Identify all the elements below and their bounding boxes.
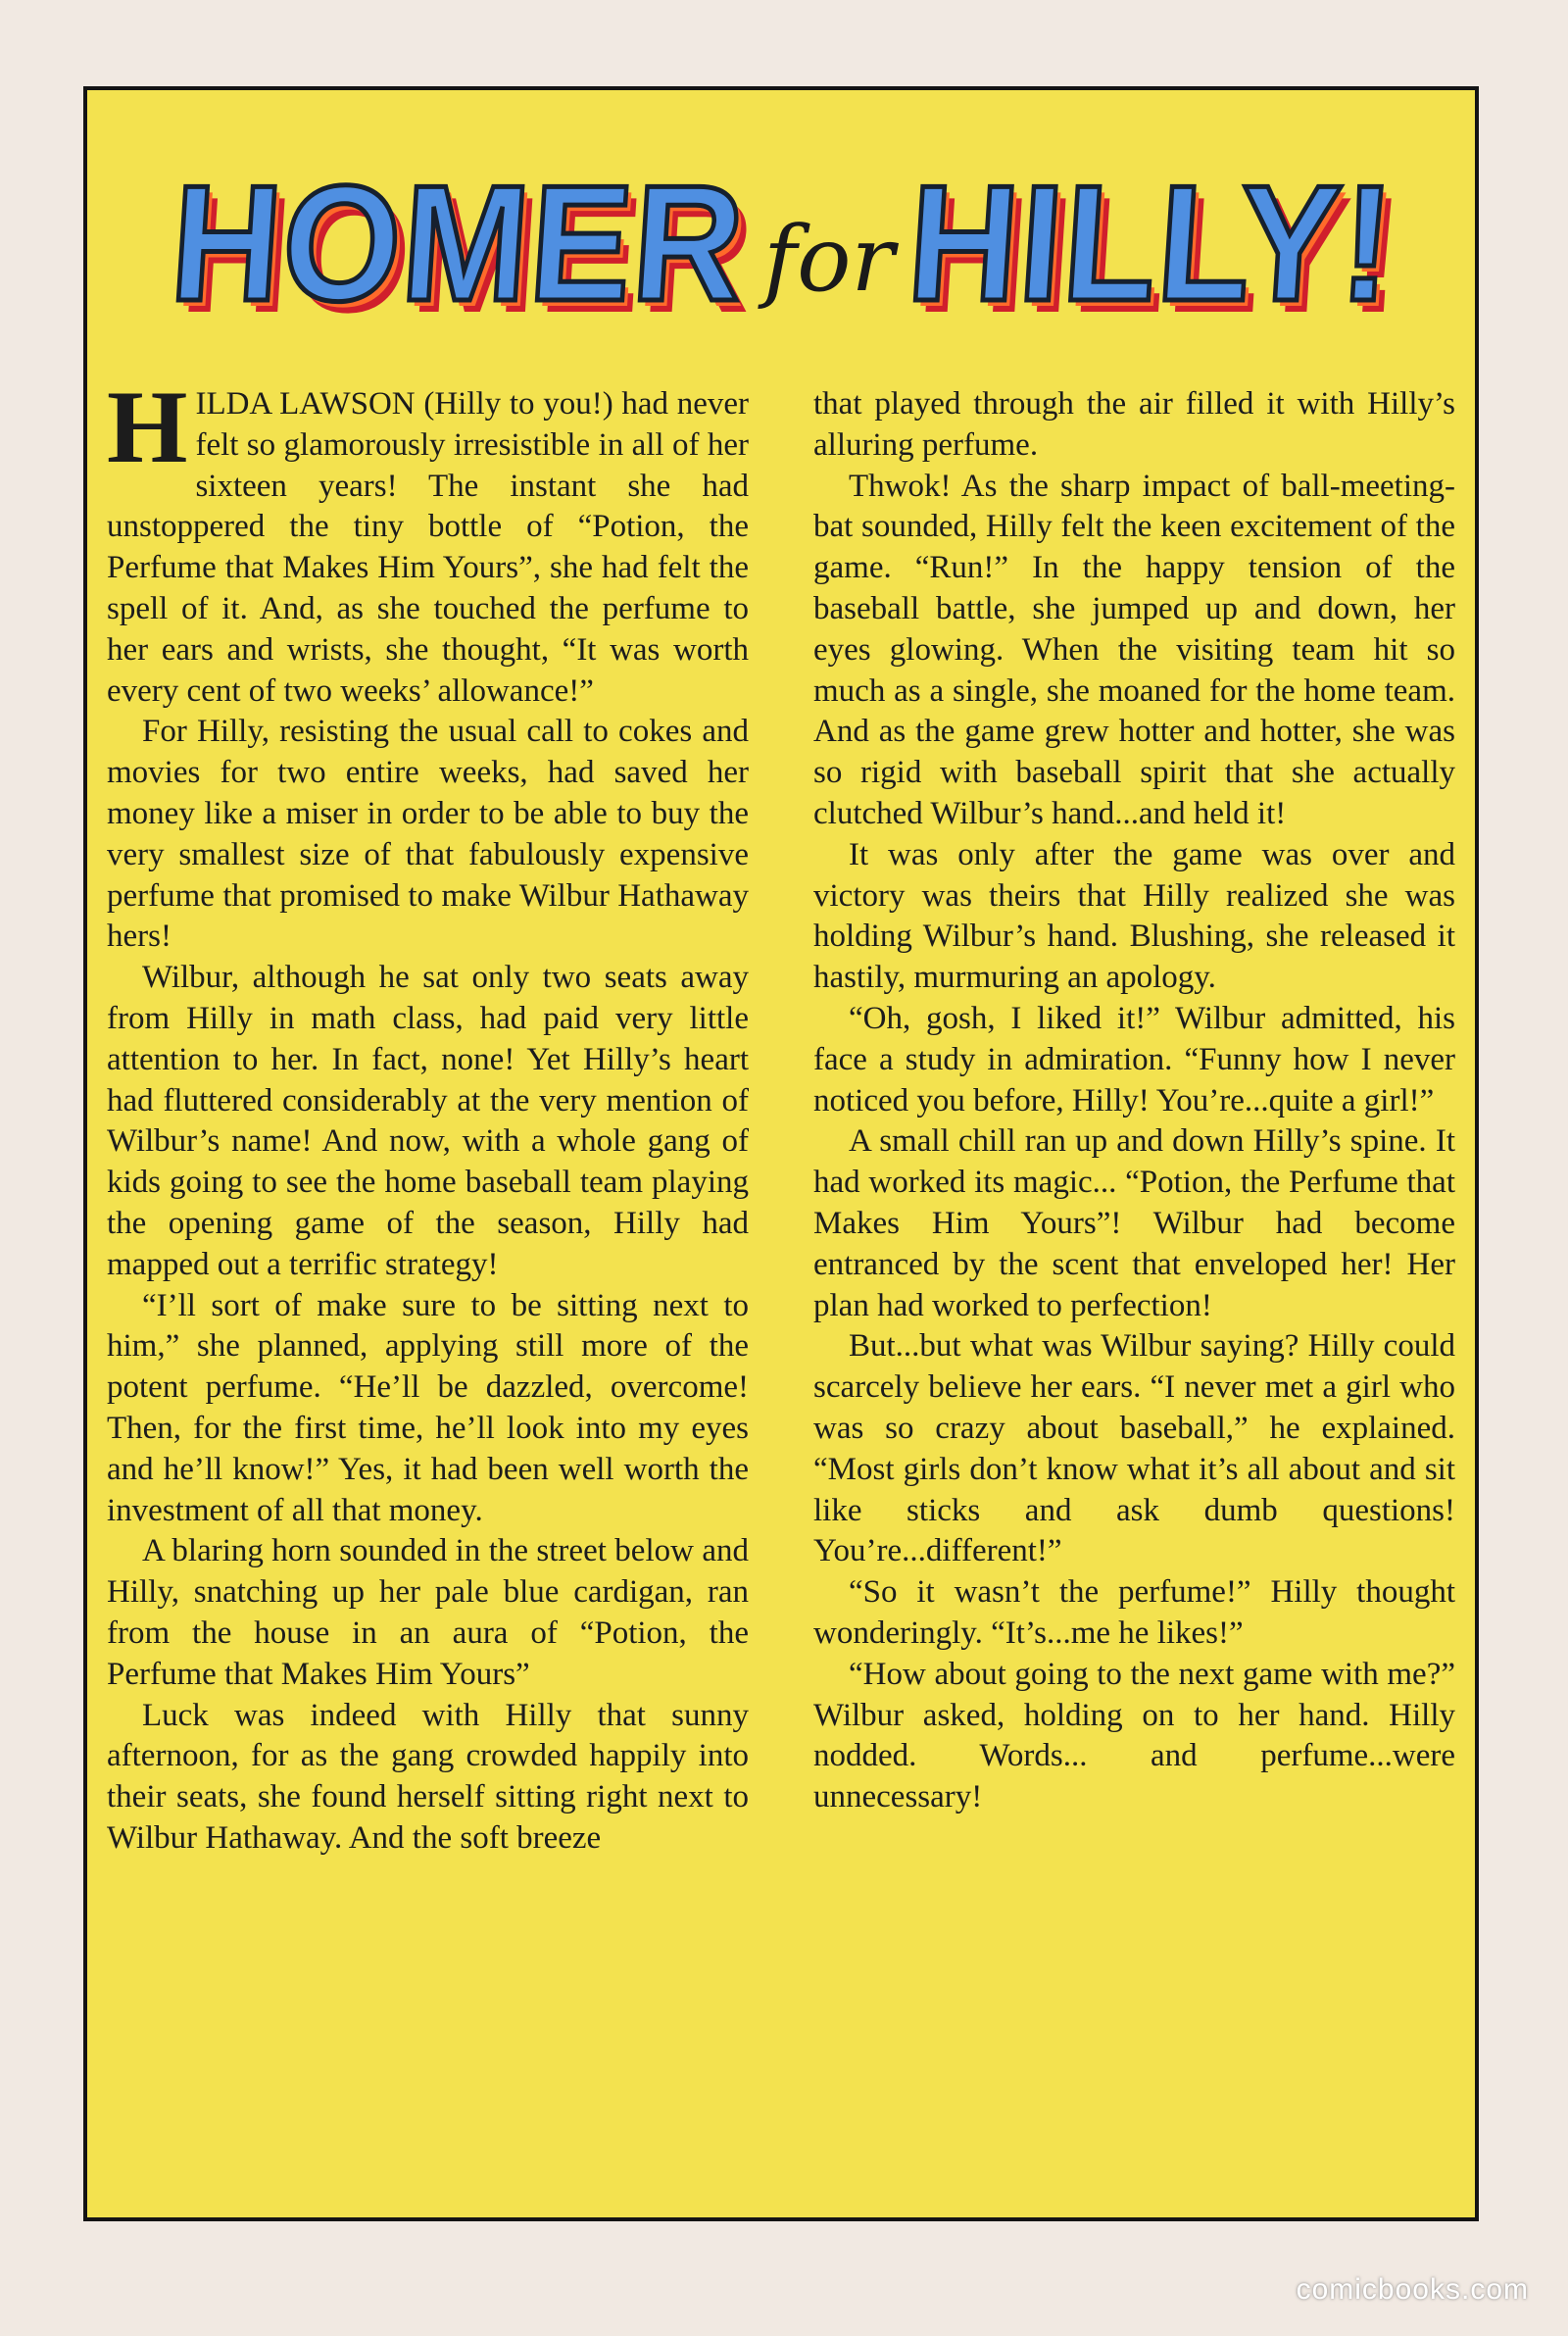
paragraph-text: ILDA LAWSON (Hilly to you!) had never felt so glamorously irresistible in all of her sixteen years! The instant she had unstoppered the tiny bottle of “Potion, the Perfume that Makes Him Yours”, she had felt the spell of it. And, as she touched the perfume to her ears and wrists, she thought, “It was worth every cent of two weeks’ allowance!” (107, 386, 749, 709)
paragraph: that played through the air filled it with Hilly’s alluring perfume. (813, 386, 1455, 463)
paragraph: Wilbur, although he sat only two seats away from Hilly in math class, had paid very little attention to her. In fact, none! Yet Hilly’s heart had fluttered considerably at the very mention of Wilbur’s name! And now, with a whole gang of kids going to see the home baseball team playing the opening game of the season, Hilly had mapped out a terrific strategy! (107, 960, 749, 1282)
paragraph: But...but what was Wilbur saying? Hilly could scarcely believe her ears. “I never met a girl who was so crazy about baseball,” he explained. “Most girls don’t know what it’s all about and sit like sticks and ask dumb questions! You’re...different!” (813, 1328, 1455, 1569)
paragraph: “I’ll sort of make sure to be sitting next to him,” she planned, applying still more of the potent perfume. “He’ll be dazzled, overcome! Then, for the first time, he’ll look into my eyes and he’ll know!” Yes, it had been well worth the investment of all that money. (107, 1287, 749, 1528)
paragraph: Thwok! As the sharp impact of ball-meeting-bat sounded, Hilly felt the keen excitement of the game. “Run!” In the happy tension of the baseball battle, she jumped up and down, her eyes glowing. When the visiting team hit so much as a single, she moaned for the home team. And as the game grew hotter and hotter, she was so rigid with baseball spirit that she actually clutched Wilbur’s hand...and held it! (813, 468, 1455, 831)
paragraph: “How about going to the next game with me?” Wilbur asked, holding on to her hand. Hilly nodded. Words... and perfume...were unnecessary! (813, 1656, 1455, 1815)
title-homer: HOMER (166, 151, 751, 335)
title-for: for (763, 207, 895, 312)
paragraph: For Hilly, resisting the usual call to cokes and movies for two entire weeks, had saved her money like a miser in order to be able to buy the very smallest size of that fabulously expensive perfume that promised to make Wilbur Hathaway hers! (107, 714, 749, 955)
paragraph: “Oh, gosh, I liked it!” Wilbur admitted, his face a study in admiration. “Funny how I never noticed you before, Hilly! You’re...quite a girl!” (813, 1000, 1455, 1118)
paragraph: A blaring horn sounded in the street below and Hilly, snatching up her pale blue cardigan, ran from the house in an aura of “Potion, the Perfume that Makes Him Yours” (107, 1533, 749, 1692)
right-column (813, 384, 1455, 1860)
paragraph (107, 370, 749, 712)
drop-cap: H (107, 370, 188, 484)
paragraph: A small chill ran up and down Hilly’s spine. It had worked its magic... “Potion, the Perfume that Makes Him Yours”! Wilbur had become entranced by the scent that enveloped her! Her plan had worked to perfection! (813, 1123, 1455, 1323)
story-title (87, 149, 1475, 338)
paragraph: “So it wasn’t the perfume!” Hilly thought wonderingly. “It’s...me he likes!” (813, 1574, 1455, 1651)
text-columns (107, 370, 1455, 1860)
site-credit: comicbooks.com (1296, 2273, 1529, 2306)
paragraph: Luck was indeed with Hilly that sunny afternoon, for as the gang crowded happily into their seats, she found herself sitting right next to Wilbur Hathaway. And the soft breeze (107, 1697, 749, 1856)
left-column (107, 370, 749, 1860)
story-panel (83, 86, 1479, 2221)
paragraph: It was only after the game was over and victory was theirs that Hilly realized she was holding Wilbur’s hand. Blushing, she released it hastily, murmuring an apology. (813, 836, 1455, 996)
title-hilly: HILLY! (903, 151, 1400, 335)
